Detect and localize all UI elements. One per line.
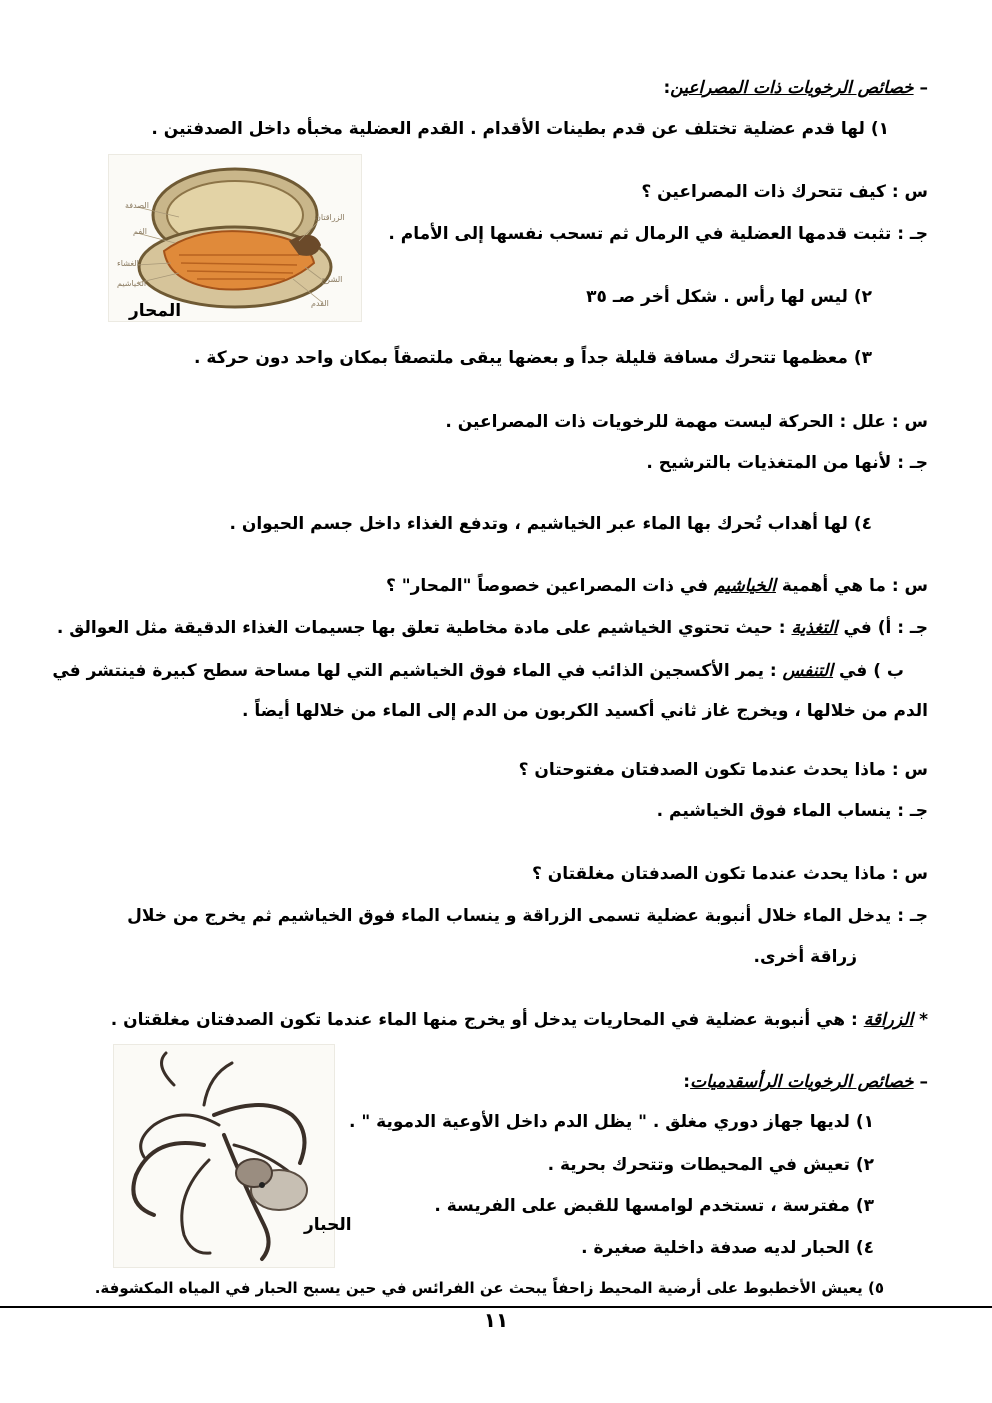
clam-label-shell: الصدفة [125, 201, 149, 210]
question-3-post: في ذات المصراعين خصوصاً "المحار" ؟ [385, 576, 715, 596]
cephalopods-point-1: ١) لديها جهاز دوري مغلق . " يظل الدم داخل الأوعية الدموية " . [348, 1112, 874, 1132]
answer-3b-post: : يمر الأكسجين الذائب في الماء فوق الخياشيم التي لها مساحة سطح كبيرة فينتشر في [52, 661, 783, 681]
siphon-definition [111, 1008, 928, 1032]
clam-figure [108, 154, 362, 322]
term-breathing: التنفس [782, 661, 834, 681]
answer-3a [57, 616, 928, 640]
answer-3b-continued: الدم من خلالها ، ويخرج غاز ثاني أكسيد الكربون من الدم إلى الماء من خلالها أيضاً . [242, 701, 928, 721]
squid-caption: الحبار [304, 1215, 352, 1235]
question-1: س : كيف تتحرك ذات المصراعين ؟ [641, 182, 928, 202]
clam-label-anus: الشرج [321, 275, 343, 284]
term-gills: الخياشيم [714, 576, 776, 596]
squid-illustration [114, 1045, 334, 1267]
question-3-pre: س : ما هي أهمية [775, 576, 928, 596]
cephalopods-point-2: ٢) تعيش في المحيطات وتتحرك بحرية . [547, 1155, 874, 1175]
clam-illustration [109, 155, 361, 321]
answer-4: جـ : ينساب الماء فوق الخياشيم . [656, 801, 928, 821]
bivalves-point-3: ٣) معظمها تتحرك مسافة قليلة جداً و بعضها يبقى ملتصقاً بمكان واحد دون حركة . [194, 348, 872, 368]
answer-3b-pre: ب ) في [833, 661, 904, 681]
question-2: س : علل : الحركة ليست مهمة للرخويات ذات المصراعين . [445, 412, 928, 432]
question-3 [386, 574, 928, 598]
clam-caption: المحار [129, 301, 182, 321]
cephalopods-heading: – خصائص الرخويات الرأسقدميات: [683, 1072, 928, 1092]
answer-3b [52, 659, 904, 683]
squid-figure [113, 1044, 352, 1268]
definition-star: * [913, 1010, 928, 1030]
clam-label-gills: الخياشيم [117, 279, 147, 288]
clam-label-mouth: الفم [133, 227, 148, 236]
answer-5: جـ : يدخل الماء خلال أنبوبة عضلية تسمى الزراقة و ينساب الماء فوق الخياشيم ثم يخرج من خلال [127, 906, 928, 926]
cephalopods-point-4: ٤) الحبار لديه صدفة داخلية صغيرة . [581, 1238, 874, 1258]
question-5: س : ماذا يحدث عندما تكون الصدفتان مغلقتان ؟ [531, 864, 928, 884]
answer-3a-post: : حيث تحتوي الخياشيم على مادة مخاطية تعلق بها جسيمات الغذاء الدقيقة مثل العوالق . [56, 618, 792, 638]
term-siphon: الزراقة [863, 1010, 914, 1030]
clam-label-foot: القدم [311, 299, 329, 308]
answer-3a-pre: جـ : أ) في [837, 618, 928, 638]
cephalopods-heading-text: خصائص الرخويات الرأسقدميات [690, 1072, 914, 1092]
bivalves-point-1: ١) لها قدم عضلية تختلف عن قدم بطينات الأقدام . القدم العضلية مخبأه داخل الصدفتين . [151, 119, 889, 139]
cephalopods-point-3: ٣) مفترسة ، تستخدم لوامسها للقبض على الفريسة . [434, 1196, 874, 1216]
answer-5-continued: زراقة أخرى. [753, 947, 857, 967]
cephalopods-point-5: ٥) يعيش الأخطبوط على أرضية المحيط زاحفاً يبحث عن الفرائس في حين يسبح الحبار في المياه المكشوفة. [94, 1279, 884, 1297]
term-feeding: التغذية [791, 618, 838, 638]
bivalves-heading-text: خصائص الرخويات ذات المصراعين [670, 78, 914, 98]
clam-label-siphons: الزراقتان [315, 213, 345, 222]
bivalves-point-2: ٢) ليس لها رأس . شكل أخر صـ ٣٥ [586, 287, 872, 307]
question-4: س : ماذا يحدث عندما تكون الصدفتان مفتوحتان ؟ [518, 760, 928, 780]
bivalves-heading: – خصائص الرخويات ذات المصراعين: [663, 78, 928, 98]
definition-text: : هي أنبوبة عضلية في المحاريات يدخل أو يخرج منها الماء عندما تكون الصدفتان مغلقتان . [110, 1010, 864, 1030]
bivalves-point-4: ٤) لها أهداب تُحرك بها الماء عبر الخياشيم ، وتدفع الغذاء داخل جسم الحيوان . [229, 514, 872, 534]
answer-2: جـ : لأنها من المتغذيات بالترشيح . [646, 453, 928, 473]
page-number: ١١ [483, 1308, 509, 1332]
clam-label-mantle: الغشاء [117, 259, 139, 268]
answer-1: جـ : تثبت قدمها العضلية في الرمال ثم تسحب نفسها إلى الأمام . [388, 224, 928, 244]
